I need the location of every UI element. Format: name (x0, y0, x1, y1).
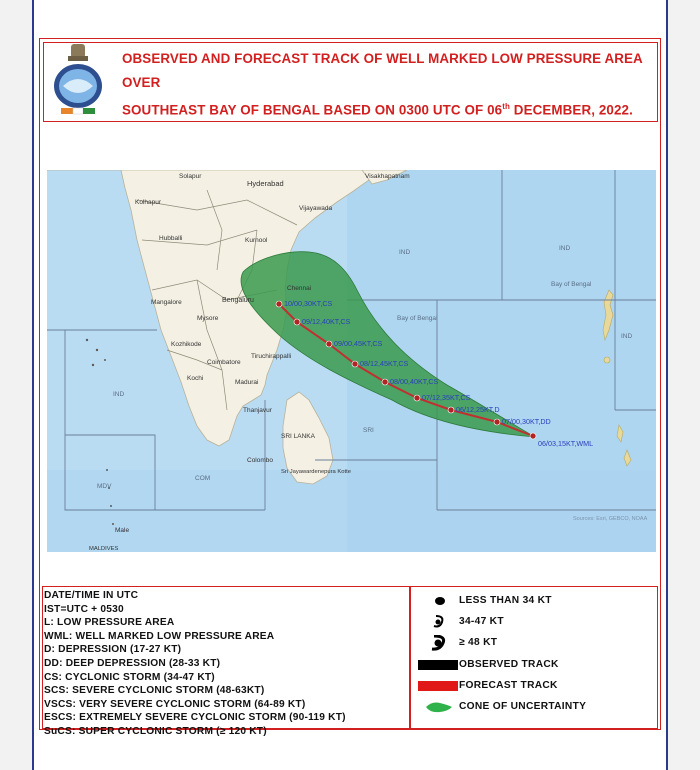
label-mysore: Mysore (197, 315, 219, 322)
label-bengaluru: Bengaluru (222, 297, 254, 304)
label-eez-1: IND (399, 249, 411, 256)
label-kozhikode: Kozhikode (171, 341, 202, 348)
abbr-line: SuCS: SUPER CYCLONIC STORM (≥ 120 KT) (44, 725, 267, 737)
abbr-line: L: LOW PRESSURE AREA (44, 617, 175, 629)
label-sri-lanka: SRI LANKA (281, 433, 315, 440)
label-jayawardenepura: Sri Jayawardenepura Kotte (281, 469, 351, 475)
abbr-line: WML: WELL MARKED LOW PRESSURE AREA (44, 630, 275, 642)
key-row-forecast: FORECAST TRACK (412, 676, 657, 696)
abbr-line: ESCS: EXTREMELY SEVERE CYCLONIC STORM (90-119 KT) (44, 712, 346, 724)
label-visakhapatnam: Visakhapatnam (365, 173, 410, 180)
label-eez-3: IND (621, 333, 633, 340)
track-point (494, 419, 500, 425)
label-colombo: Colombo (247, 457, 274, 464)
track-point-label: 08/00,40KT,CS (390, 377, 439, 386)
label-male: Male (115, 527, 130, 534)
track-point (448, 407, 454, 413)
key-row-34-47: 34-47 KT (412, 612, 657, 632)
label-eez-5: COM (195, 475, 211, 482)
track-point (414, 395, 420, 401)
track-point (294, 319, 300, 325)
abbr-line: DATE/TIME IN UTC (44, 590, 139, 601)
key-row-observed: OBSERVED TRACK (412, 655, 657, 675)
map-watermark: Sources: Esri, GEBCO, NOAA (573, 516, 648, 522)
label-chennai: Chennai (287, 285, 312, 292)
track-point-label: 06/12,25KT,D (456, 405, 500, 414)
abbr-line: D: DEPRESSION (17-27 KT) (44, 644, 182, 656)
label-tiruchirappalli: Tiruchirappalli (251, 353, 292, 360)
title-line-1: OBSERVED AND FORECAST TRACK OF WELL MARKED LOW PRESSURE AREA OVER (122, 51, 643, 90)
observed-track-swatch (418, 657, 458, 673)
key-row-cone: CONE OF UNCERTAINTY (412, 697, 657, 717)
imd-emblem-icon (49, 42, 107, 118)
label-kolhapur: Kolhapur (135, 199, 162, 206)
label-solapur: Solapur (179, 173, 202, 180)
track-point (276, 301, 282, 307)
cone-swatch-icon (418, 699, 458, 715)
track-point (352, 361, 358, 367)
label-bay-of-bengal-1: Bay of Bengal (397, 315, 438, 322)
abbr-line: DD: DEEP DEPRESSION (28-33 KT) (44, 657, 221, 669)
label-hyderabad: Hyderabad (247, 179, 284, 188)
label-eez-2: IND (559, 245, 571, 252)
cyclone-symbol-icon (418, 614, 458, 630)
symbol-key (412, 588, 657, 726)
track-point-label: 06/03,15KT,WML (538, 439, 594, 448)
label-hubballi: Hubballi (159, 235, 183, 242)
abbr-line: IST=UTC + 0530 (44, 603, 124, 615)
title-line-2: SOUTHEAST BAY OF BENGAL BASED ON 0300 UTC OF 06th DECEMBER, 2022. (122, 102, 633, 118)
abbr-line: CS: CYCLONIC STORM (34-47 KT) (44, 671, 215, 683)
low-symbol-icon (418, 593, 458, 609)
label-eez-4: SRI (363, 427, 374, 434)
label-eez-7: MDV (97, 483, 112, 490)
abbr-line: VSCS: VERY SEVERE CYCLONIC STORM (64-89 KT) (44, 698, 306, 710)
label-thanjavur: Thanjavur (243, 407, 272, 414)
track-point-label: 09/12,40KT,CS (302, 317, 351, 326)
label-kurnool: Kurnool (245, 237, 268, 244)
abbreviations-list (44, 589, 414, 739)
label-mangalore: Mangalore (151, 299, 182, 306)
track-point (382, 379, 388, 385)
track-point-label: 10/00,30KT,CS (284, 299, 333, 308)
label-bay-of-bengal-2: Bay of Bengal (551, 281, 592, 288)
forecast-track-swatch (418, 678, 458, 694)
label-madurai: Madurai (235, 379, 259, 386)
page-title (122, 47, 652, 122)
cyclone-track-map (47, 170, 656, 552)
label-maldives: MALDIVES (89, 546, 119, 552)
severe-cyclone-symbol-icon (418, 635, 458, 651)
label-kochi: Kochi (187, 375, 204, 382)
label-eez-6: IND (113, 391, 125, 398)
track-point (326, 341, 332, 347)
label-vijayawada: Vijayawada (299, 205, 333, 212)
label-coimbatore: Coimbatore (207, 359, 241, 366)
track-point-label: 08/12,45KT,CS (360, 359, 409, 368)
track-point (530, 433, 536, 439)
track-point-label: 07/12,35KT,CS (422, 393, 471, 402)
key-row-48: ≥ 48 KT (412, 633, 657, 653)
abbr-line: SCS: SEVERE CYCLONIC STORM (48-63KT) (44, 685, 265, 697)
key-row-less-34: LESS THAN 34 KT (412, 591, 657, 611)
track-point-label: 07/00,30KT,DD (502, 417, 551, 426)
track-point-label: 09/00,45KT,CS (334, 339, 383, 348)
